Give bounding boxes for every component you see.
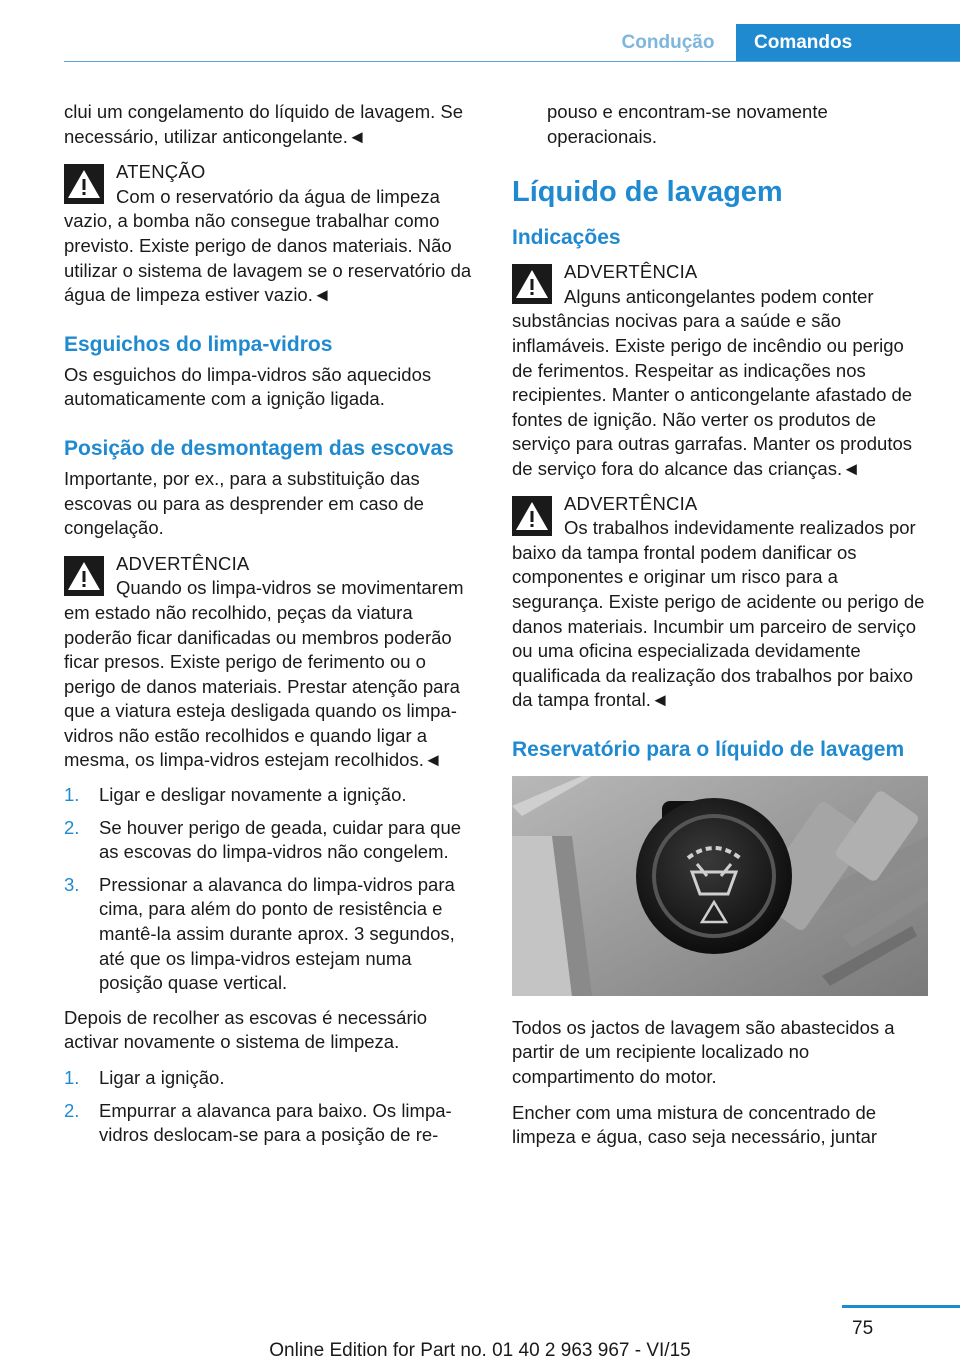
list-text: Empurrar a alavanca para baixo. Os limpa-vidros deslocam-se para a posição de re- <box>99 1099 452 1146</box>
heading-reservatorio: Reservatório para o líquido de lavagem <box>512 737 905 761</box>
washer-reservoir-photo <box>512 776 928 996</box>
heading-posicao: Posição de desmontagem das escovas <box>64 436 454 460</box>
depois-paragraph: Depois de recolher as escovas é necessário activar novamente o sistema de limpeza. <box>64 1006 427 1053</box>
list-text: Ligar e desligar novamente a ignição. <box>99 784 407 806</box>
list-item <box>64 1099 478 1148</box>
warning-text: Os trabalhos indevidamente realizados por baixo da tampa frontal podem danificar os componentes e originar um risco para a segurança. Existe perigo de acidente ou perigo de danos materiais. Incumbir um parceiro de serviço ou uma oficina especializada devidamente qualificada da realização dos trabalhos por baixo da tampa frontal.◄ <box>512 517 925 711</box>
warning-block <box>64 160 478 308</box>
list-item <box>64 783 478 808</box>
warning-block <box>512 492 928 713</box>
warning-triangle-icon <box>512 264 552 304</box>
warning-triangle-icon <box>512 496 552 536</box>
posicao-paragraph: Importante, por ex., para a substituição das escovas ou para as desprender em caso de congelação. <box>64 467 424 539</box>
page-number: 75 <box>852 1318 874 1339</box>
list-number: 2. <box>64 1099 80 1121</box>
edition-text: Online Edition for Part no. 01 40 2 963 967 - VI/15 <box>269 1340 691 1361</box>
warning-text: Quando os limpa-vidros se movimentarem em estado não recolhido, peças da viatura poderão ficar danificadas ou membros poderão ficar presos. Existe perigo de ferimento ou o perigo de danos materiais. Prestar atenção para que a viatura esteja desligada quando os limpa-vidros não estão recolhidos e quando ligar a mesma, os limpa-vidros estejam recolhidos.◄ <box>64 577 464 771</box>
footer-edition <box>0 1340 960 1362</box>
list-item <box>64 1066 478 1091</box>
list-number: 1. <box>64 1067 80 1088</box>
encher-paragraph: Encher com uma mistura de concentrado de limpeza e água, caso seja necessário, juntar <box>512 1101 878 1148</box>
left-column <box>64 100 478 1158</box>
right-column <box>512 100 928 1161</box>
steps-list <box>64 783 478 996</box>
footer-rule <box>842 1305 960 1308</box>
warning-label: ATENÇÃO <box>116 161 206 183</box>
warning-label: ADVERTÊNCIA <box>116 552 250 574</box>
section-title: Líquido de lavagem <box>512 176 783 209</box>
heading-indicacoes: Indicações <box>512 226 621 250</box>
warning-triangle-icon <box>64 164 104 204</box>
jactos-paragraph: Todos os jactos de lavagem são abastecidos a partir de um recipiente localizado no compartimento do motor. <box>512 1016 895 1088</box>
list-text: Ligar a ignição. <box>99 1067 225 1088</box>
warning-block <box>512 260 928 481</box>
steps-list <box>64 1066 478 1148</box>
header-rule <box>64 61 960 62</box>
list-text: Pressionar a alavanca do limpa-vidros para cima, para além do ponto de resistência e mantê-la assim durante aprox. 3 segundos, até que os limpa-vidros estejam numa posição quase vertical. <box>99 873 455 994</box>
list-item <box>64 873 478 996</box>
list-text: Se houver perigo de geada, cuidar para que as escovas do limpa-vidros não congelem. <box>99 816 462 863</box>
list-item <box>64 816 478 865</box>
list-number: 2. <box>64 816 80 838</box>
list-number: 3. <box>64 873 80 895</box>
warning-label: ADVERTÊNCIA <box>564 492 698 514</box>
page-header <box>0 24 960 62</box>
warning-text: Alguns anticongelantes podem conter substâncias nocivas para a saúde e são inflamáveis. Existe perigo de incêndio ou perigo de ferimentos. Respeitar as indicações nos recipientes. Manter o anticongelante afastado de fontes de ignição. Não verter os produtos de serviço para outras garrafas. Manter os produtos de serviço fora do alcance das crianças.◄ <box>512 285 913 479</box>
warning-label: ADVERTÊNCIA <box>564 261 698 283</box>
intro-paragraph: clui um congelamento do líquido de lavagem. Se necessário, utilizar anticongelante.◄ <box>64 101 464 147</box>
chapter-tab[interactable]: Comandos <box>736 24 960 62</box>
list-number: 1. <box>64 784 80 806</box>
warning-triangle-icon <box>64 556 104 596</box>
heading-esguichos: Esguichos do limpa-vidros <box>64 332 333 356</box>
esguichos-paragraph: Os esguichos do limpa-vidros são aquecidos automaticamente com a ignição ligada. <box>64 363 432 410</box>
warning-block <box>64 552 478 773</box>
continued-list-text: pouso e encontram-se novamente operacionais. <box>547 101 828 147</box>
section-tab[interactable]: Condução <box>604 24 732 62</box>
warning-text: Com o reservatório da água de limpeza vazio, a bomba não consegue trabalhar como previsto. Existe perigo de danos materiais. Não utilizar o sistema de lavagem se o reservatório da água de limpeza estiver vazio.◄ <box>64 185 472 306</box>
